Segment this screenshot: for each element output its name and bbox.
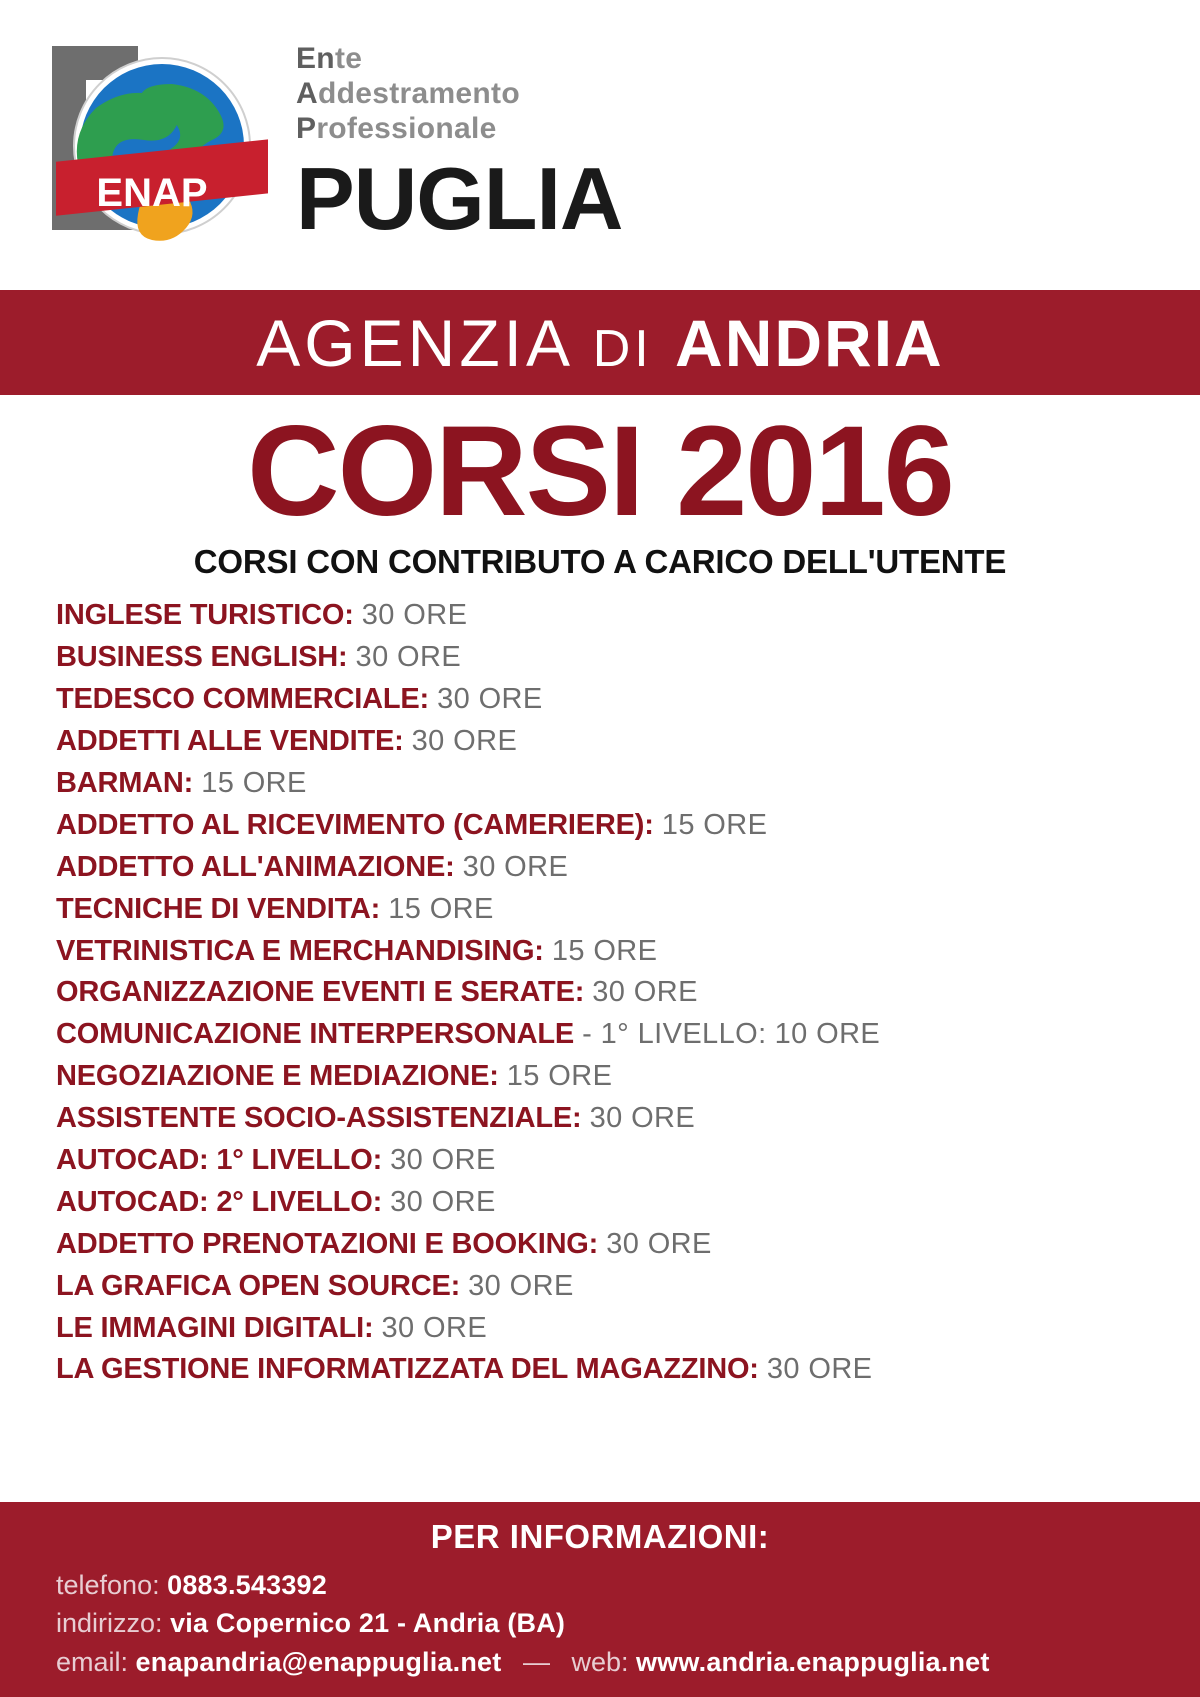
course-hours: 30 ORE: [606, 1227, 712, 1260]
course-item: [56, 1056, 1200, 1098]
course-list: [0, 595, 1200, 1391]
course-name: BARMAN:: [56, 766, 194, 799]
course-name: BUSINESS ENGLISH:: [56, 641, 348, 674]
course-item: [56, 805, 1200, 847]
email-label: email:: [56, 1646, 129, 1677]
course-item: [56, 1182, 1200, 1224]
footer-email-web-line: [56, 1643, 1200, 1681]
course-hours: 30 ORE: [468, 1269, 574, 1302]
course-name: ORGANIZZAZIONE EVENTI E SERATE:: [56, 976, 585, 1009]
poster-header: [0, 0, 1200, 290]
org-line-1-cap: En: [296, 42, 335, 75]
course-name: ADDETTI ALLE VENDITE:: [56, 725, 404, 758]
course-item: [56, 1224, 1200, 1266]
course-name: VETRINISTICA E MERCHANDISING:: [56, 934, 544, 967]
org-line-1: [296, 42, 520, 77]
course-name: AUTOCAD: 1° LIVELLO:: [56, 1143, 383, 1176]
org-line-2-cap: A: [296, 76, 318, 110]
contact-footer: [0, 1502, 1200, 1697]
course-item: [56, 763, 1200, 805]
email-value[interactable]: enapandria@enappuglia.net: [135, 1646, 502, 1677]
course-hours: 30 ORE: [381, 1311, 488, 1344]
course-hours: 30 ORE: [437, 683, 543, 716]
agency-banner-city: ANDRIA: [675, 305, 944, 380]
course-hours: 30 ORE: [462, 850, 569, 883]
course-name: TEDESCO COMMERCIALE:: [56, 683, 430, 716]
course-hours: 15 ORE: [506, 1060, 613, 1093]
course-item: [56, 1349, 1200, 1391]
course-hours: 10 ORE: [774, 1018, 881, 1051]
org-line-3-rest: rofessionale: [316, 111, 497, 145]
course-name: TECNICHE DI VENDITA:: [56, 892, 381, 925]
course-hours: 30 ORE: [390, 1185, 496, 1218]
phone-value: 0883.543392: [167, 1570, 327, 1601]
org-name: [296, 42, 520, 146]
course-item: [56, 1098, 1200, 1140]
course-item: [56, 721, 1200, 763]
enap-logo-icon: [34, 28, 279, 268]
page-subtitle: CORSI CON CONTRIBUTO A CARICO DELL'UTENTE: [193, 543, 1007, 581]
footer-address-line: [56, 1604, 1200, 1642]
region-title: PUGLIA: [296, 149, 623, 248]
course-hours: 30 ORE: [390, 1143, 496, 1176]
agency-banner-text: [256, 305, 943, 381]
course-name: ADDETTO PRENOTAZIONI E BOOKING:: [56, 1227, 599, 1260]
course-name: NEGOZIAZIONE E MEDIAZIONE:: [56, 1060, 499, 1093]
footer-separator: —: [522, 1646, 550, 1677]
course-name: INGLESE TURISTICO:: [56, 599, 354, 632]
course-hours: 15 ORE: [388, 892, 494, 925]
course-name: LE IMMAGINI DIGITALI:: [56, 1311, 374, 1344]
course-hours: 30 ORE: [589, 1102, 696, 1135]
footer-phone-line: [56, 1566, 1200, 1604]
course-name: AUTOCAD: 2° LIVELLO:: [56, 1185, 383, 1218]
course-item: [56, 1308, 1200, 1350]
course-name: ASSISTENTE SOCIO-ASSISTENZIALE:: [56, 1102, 582, 1135]
course-item: [56, 972, 1200, 1014]
course-level: - 1° LIVELLO:: [582, 1018, 767, 1051]
agency-banner: [0, 290, 1200, 395]
page-title: CORSI 2016: [247, 400, 953, 543]
org-line-3: [296, 112, 520, 147]
course-item: [56, 1014, 1200, 1056]
course-hours: 30 ORE: [361, 599, 468, 632]
web-value[interactable]: www.andria.enappuglia.net: [636, 1646, 990, 1677]
course-name: ADDETTO ALL'ANIMAZIONE:: [56, 850, 455, 883]
course-hours: 15 ORE: [551, 934, 658, 967]
agency-banner-prefix: AGENZIA: [256, 305, 571, 380]
enap-logo: [34, 28, 279, 268]
org-line-2-rest: ddestramento: [317, 76, 520, 110]
course-hours: 15 ORE: [201, 766, 307, 799]
org-line-1-rest: te: [334, 42, 363, 75]
footer-title: PER INFORMAZIONI:: [430, 1518, 770, 1556]
org-line-2: [296, 77, 520, 112]
course-hours: 30 ORE: [355, 641, 462, 674]
course-name: COMUNICAZIONE INTERPERSONALE: [56, 1018, 575, 1051]
web-label: web:: [571, 1646, 629, 1677]
course-name: ADDETTO AL RICEVIMENTO (CAMERIERE):: [56, 808, 654, 841]
course-item: [56, 931, 1200, 973]
course-item: [56, 847, 1200, 889]
course-hours: 30 ORE: [411, 725, 518, 758]
course-item: [56, 889, 1200, 931]
course-item: [56, 595, 1200, 637]
address-value: via Copernico 21 - Andria (BA): [170, 1608, 566, 1639]
course-hours: 30 ORE: [766, 1353, 873, 1386]
course-hours: 30 ORE: [592, 976, 698, 1009]
phone-label: telefono:: [56, 1570, 160, 1601]
address-label: indirizzo:: [56, 1608, 163, 1639]
course-name: LA GESTIONE INFORMATIZZATA DEL MAGAZZINO:: [56, 1353, 759, 1386]
course-item: [56, 1266, 1200, 1308]
course-hours: 15 ORE: [661, 808, 768, 841]
agency-banner-middle: DI: [592, 319, 653, 378]
course-item: [56, 679, 1200, 721]
course-item: [56, 1140, 1200, 1182]
enap-logo-text: ENAP: [96, 171, 208, 215]
course-name: LA GRAFICA OPEN SOURCE:: [56, 1269, 461, 1302]
footer-contact-lines: [0, 1566, 1200, 1697]
org-line-3-cap: P: [296, 111, 317, 145]
course-item: [56, 637, 1200, 679]
